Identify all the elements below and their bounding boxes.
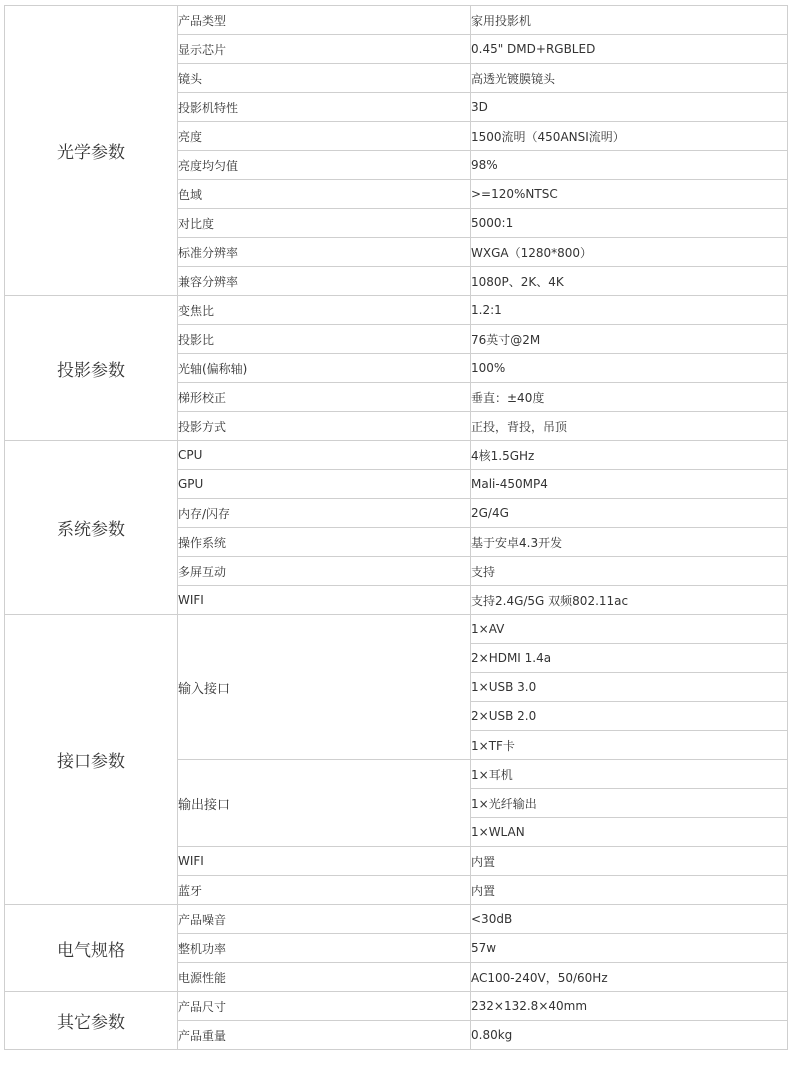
spec-key: 投影机特性 <box>178 93 471 122</box>
spec-value: 2G/4G <box>471 499 788 528</box>
spec-value: 1080P、2K、4K <box>471 267 788 296</box>
table-row <box>5 296 788 325</box>
spec-key: 产品类型 <box>178 6 471 35</box>
spec-key: 对比度 <box>178 209 471 238</box>
spec-value: <30dB <box>471 905 788 934</box>
spec-value: 正投，背投，吊顶 <box>471 412 788 441</box>
spec-value: 1.2:1 <box>471 296 788 325</box>
spec-value: AC100-240V，50/60Hz <box>471 963 788 992</box>
spec-key: 投影方式 <box>178 412 471 441</box>
spec-key: 兼容分辨率 <box>178 267 471 296</box>
spec-key: 整机功率 <box>178 934 471 963</box>
spec-value: >=120%NTSC <box>471 180 788 209</box>
spec-key: 亮度 <box>178 122 471 151</box>
spec-value: 4核1.5GHz <box>471 441 788 470</box>
spec-value: WXGA（1280*800） <box>471 238 788 267</box>
spec-key: 蓝牙 <box>178 876 471 905</box>
group-title-other: 其它参数 <box>5 992 178 1050</box>
spec-value: 100% <box>471 354 788 383</box>
group-title-optics: 光学参数 <box>5 6 178 296</box>
output-ports-label: 输出接口 <box>178 760 471 847</box>
spec-key: 多屏互动 <box>178 557 471 586</box>
spec-value: 1500流明（450ANSI流明） <box>471 122 788 151</box>
spec-key: 变焦比 <box>178 296 471 325</box>
spec-key: 镜头 <box>178 64 471 93</box>
spec-key: 内存/闪存 <box>178 499 471 528</box>
spec-key: 产品尺寸 <box>178 992 471 1021</box>
spec-value: 基于安卓4.3开发 <box>471 528 788 557</box>
spec-value: 内置 <box>471 876 788 905</box>
spec-key: 产品噪音 <box>178 905 471 934</box>
group-title-projection: 投影参数 <box>5 296 178 441</box>
spec-value: 支持 <box>471 557 788 586</box>
spec-value: 高透光镀膜镜头 <box>471 64 788 93</box>
spec-key: WIFI <box>178 847 471 876</box>
spec-value: 1×AV <box>471 615 788 644</box>
spec-key: 亮度均匀值 <box>178 151 471 180</box>
group-title-ports: 接口参数 <box>5 615 178 905</box>
spec-table <box>4 5 788 1050</box>
spec-key: 电源性能 <box>178 963 471 992</box>
spec-key: 投影比 <box>178 325 471 354</box>
table-row <box>5 6 788 35</box>
spec-value: Mali-450MP4 <box>471 470 788 499</box>
spec-value: 内置 <box>471 847 788 876</box>
spec-key: 产品重量 <box>178 1021 471 1050</box>
table-row <box>5 615 788 644</box>
spec-value: 1×光纤输出 <box>471 789 788 818</box>
spec-value: 2×HDMI 1.4a <box>471 644 788 673</box>
spec-value: 0.45" DMD+RGBLED <box>471 35 788 64</box>
spec-key: 标准分辨率 <box>178 238 471 267</box>
spec-value: 支持2.4G/5G 双频802.11ac <box>471 586 788 615</box>
spec-value: 1×USB 3.0 <box>471 673 788 702</box>
spec-value: 2×USB 2.0 <box>471 702 788 731</box>
table-row <box>5 992 788 1021</box>
spec-key: 梯形校正 <box>178 383 471 412</box>
group-title-electrical: 电气规格 <box>5 905 178 992</box>
spec-value: 0.80kg <box>471 1021 788 1050</box>
spec-key: CPU <box>178 441 471 470</box>
spec-value: 3D <box>471 93 788 122</box>
spec-key: GPU <box>178 470 471 499</box>
spec-value: 1×TF卡 <box>471 731 788 760</box>
spec-value: 1×WLAN <box>471 818 788 847</box>
table-row <box>5 441 788 470</box>
spec-key: 色域 <box>178 180 471 209</box>
spec-value: 1×耳机 <box>471 760 788 789</box>
spec-value: 5000:1 <box>471 209 788 238</box>
spec-value: 98% <box>471 151 788 180</box>
group-title-system: 系统参数 <box>5 441 178 615</box>
spec-key: 操作系统 <box>178 528 471 557</box>
spec-key: WIFI <box>178 586 471 615</box>
spec-value: 家用投影机 <box>471 6 788 35</box>
spec-value: 57w <box>471 934 788 963</box>
spec-key: 光轴(偏称轴) <box>178 354 471 383</box>
spec-value: 垂直：±40度 <box>471 383 788 412</box>
spec-value: 232×132.8×40mm <box>471 992 788 1021</box>
spec-value: 76英寸@2M <box>471 325 788 354</box>
table-row <box>5 905 788 934</box>
input-ports-label: 输入接口 <box>178 615 471 760</box>
spec-key: 显示芯片 <box>178 35 471 64</box>
